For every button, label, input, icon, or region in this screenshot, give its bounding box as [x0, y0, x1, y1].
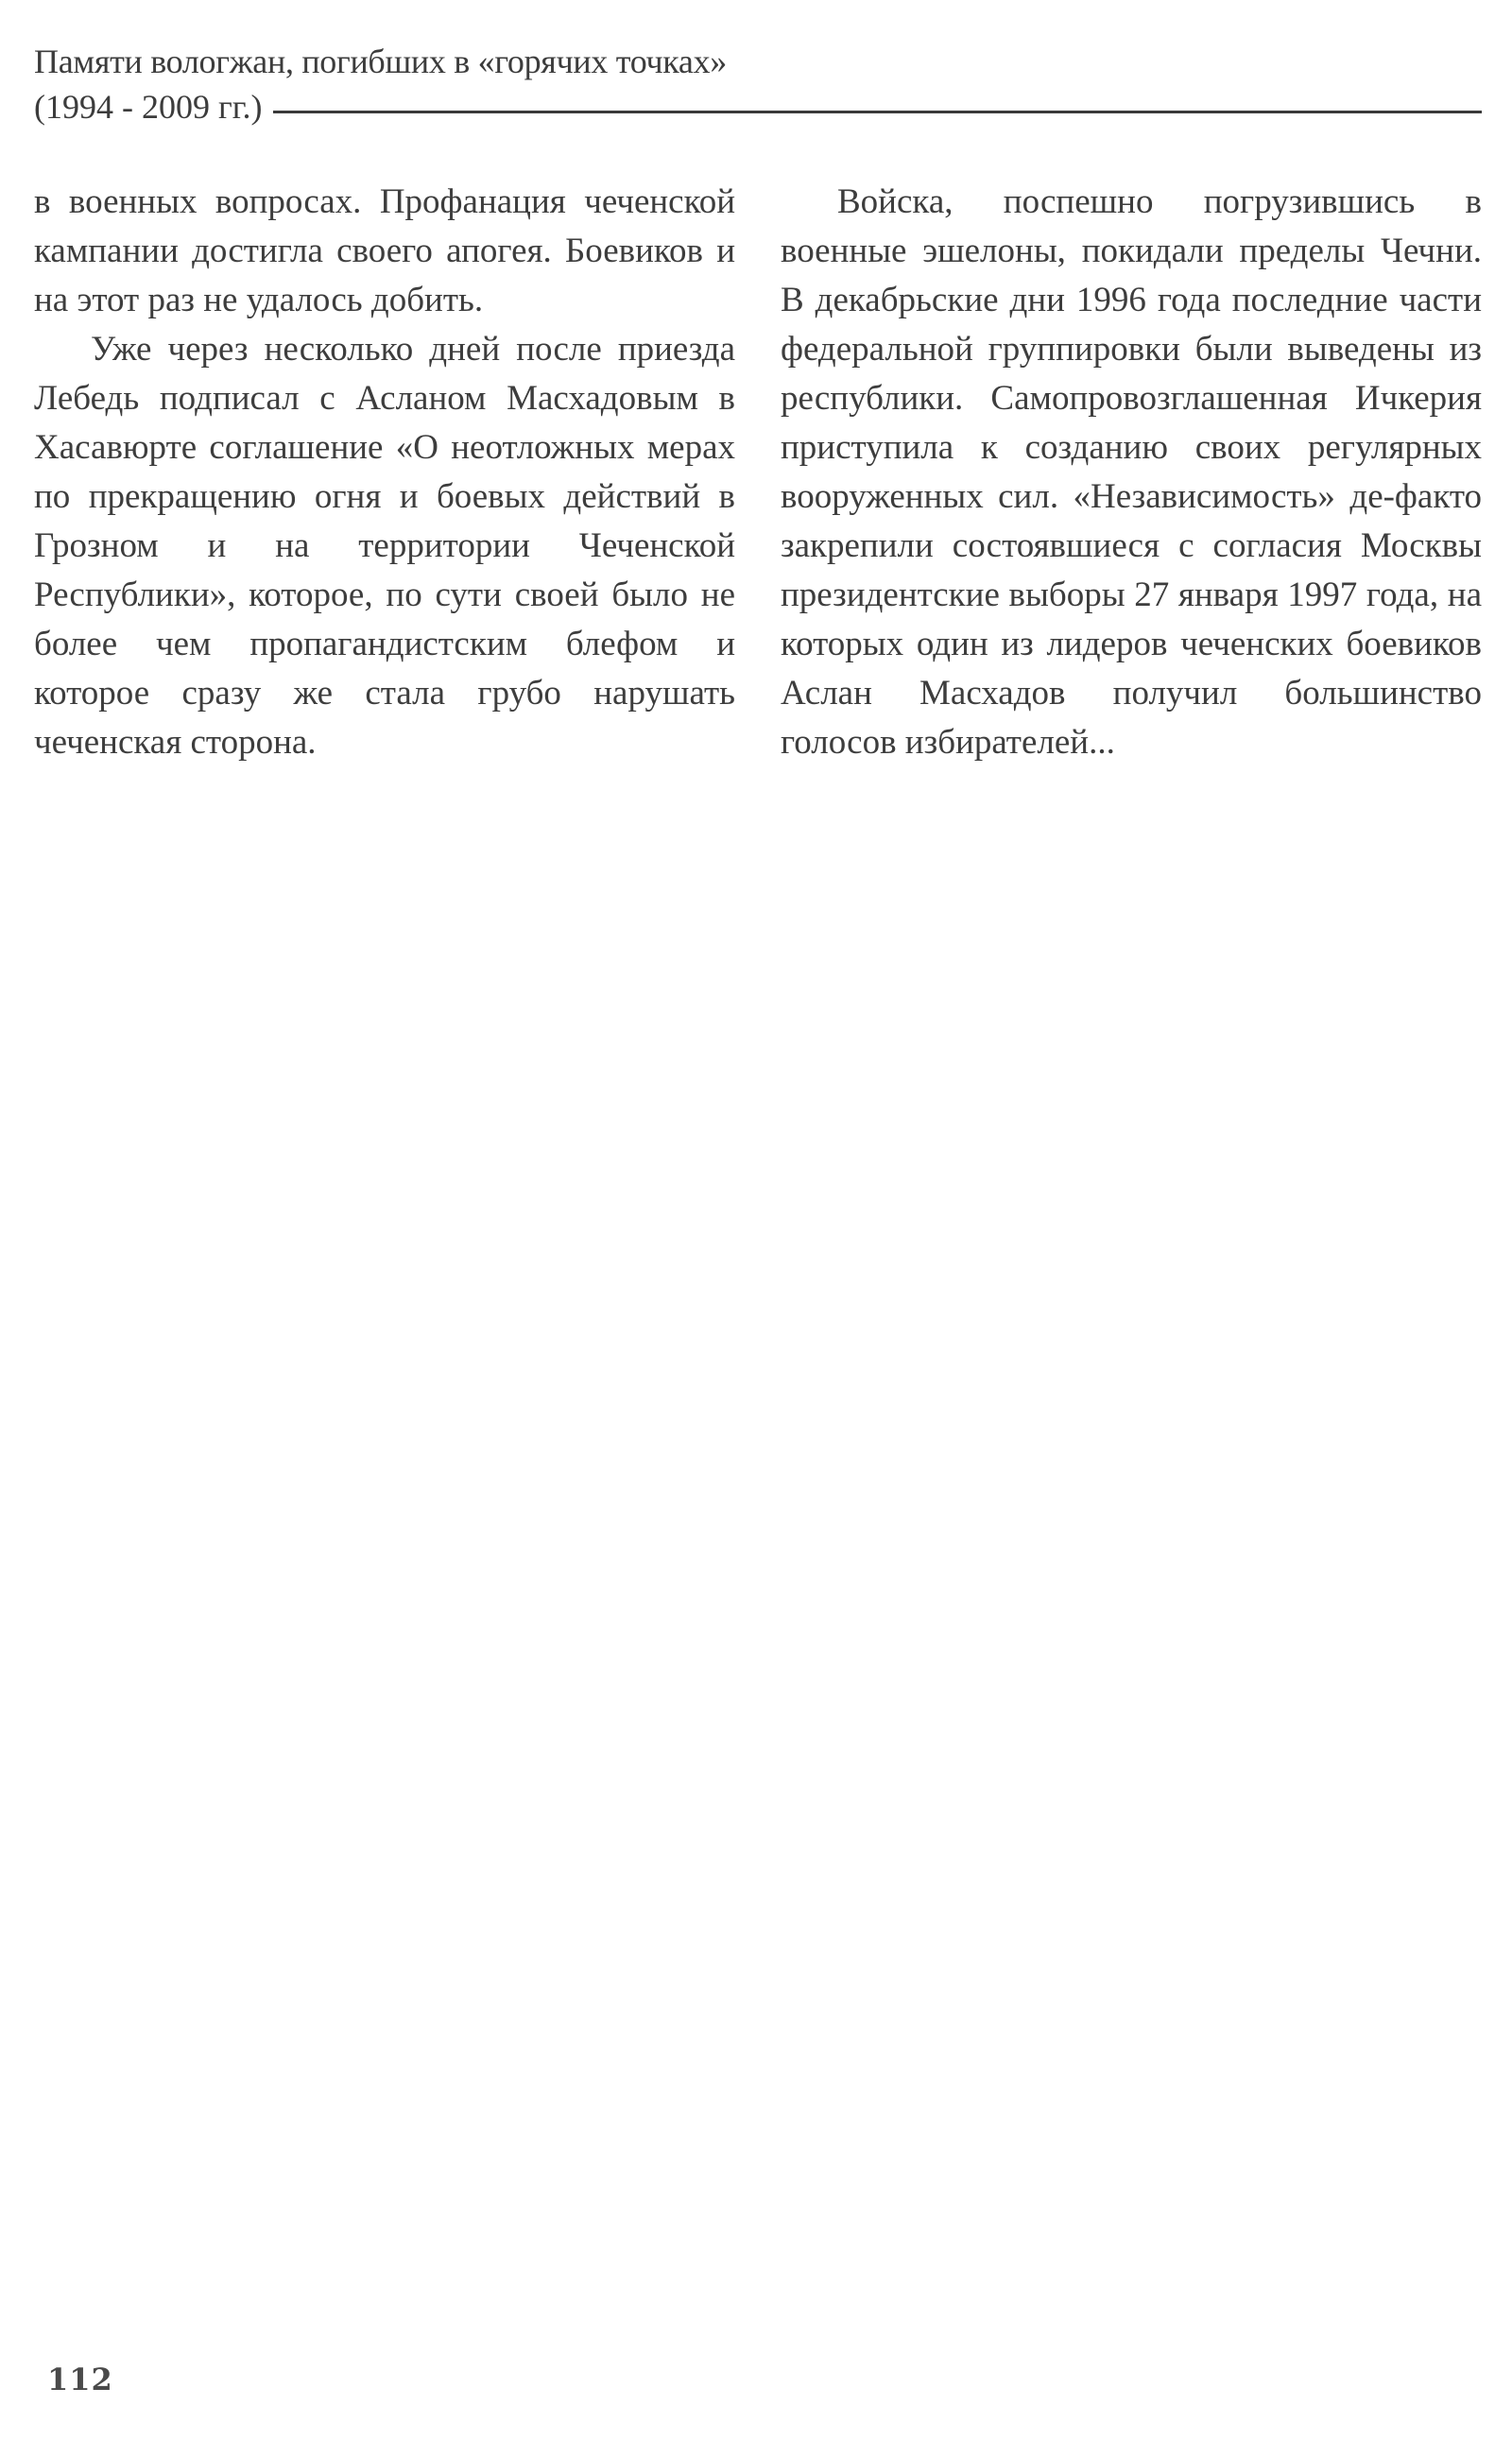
- left-paragraph-1: в военных вопросах. Профанация чеченской кампании достигла своего апогея. Боевиков и на этот раз не удалось добить.: [34, 182, 735, 319]
- text-columns: [34, 178, 1482, 767]
- right-column: [781, 178, 1482, 767]
- running-header-title: Памяти вологжан, погибших в «горячих точках»: [34, 43, 727, 80]
- left-paragraph-2: Уже через несколько дней после приезда Лебедь подписал с Асланом Масхадовым в Хасавюрте соглашение «О неотложных мерах по прекращению огня и боевых действий в Грозном и на территории Чеченской Республики», которое, по сути своей было не более чем пропагандистским блефом и которое сразу же стала грубо нарушать чеченская сторона.: [34, 330, 735, 762]
- page-number: 112: [47, 2362, 113, 2397]
- running-header-years-row: [34, 85, 1482, 129]
- header-rule-divider: [273, 111, 1482, 113]
- left-column: [34, 178, 735, 767]
- running-header-years: (1994 - 2009 гг.): [34, 88, 263, 126]
- running-header: [34, 38, 1482, 129]
- right-paragraph-1: Войска, поспешно погрузившись в военные эшелоны, покидали пределы Чечни. В декабрьские дни 1996 года последние части федеральной группировки были выведены из республики. Самопровозглашенная Ичкерия приступила к созданию своих регулярных вооруженных сил. «Независимость» де-факто закрепили состоявшиеся с согласия Москвы президентские выборы 27 января 1997 года, на которых один из лидеров чеченских боевиков Аслан Масхадов получил большинство голосов избирателей...: [781, 182, 1482, 762]
